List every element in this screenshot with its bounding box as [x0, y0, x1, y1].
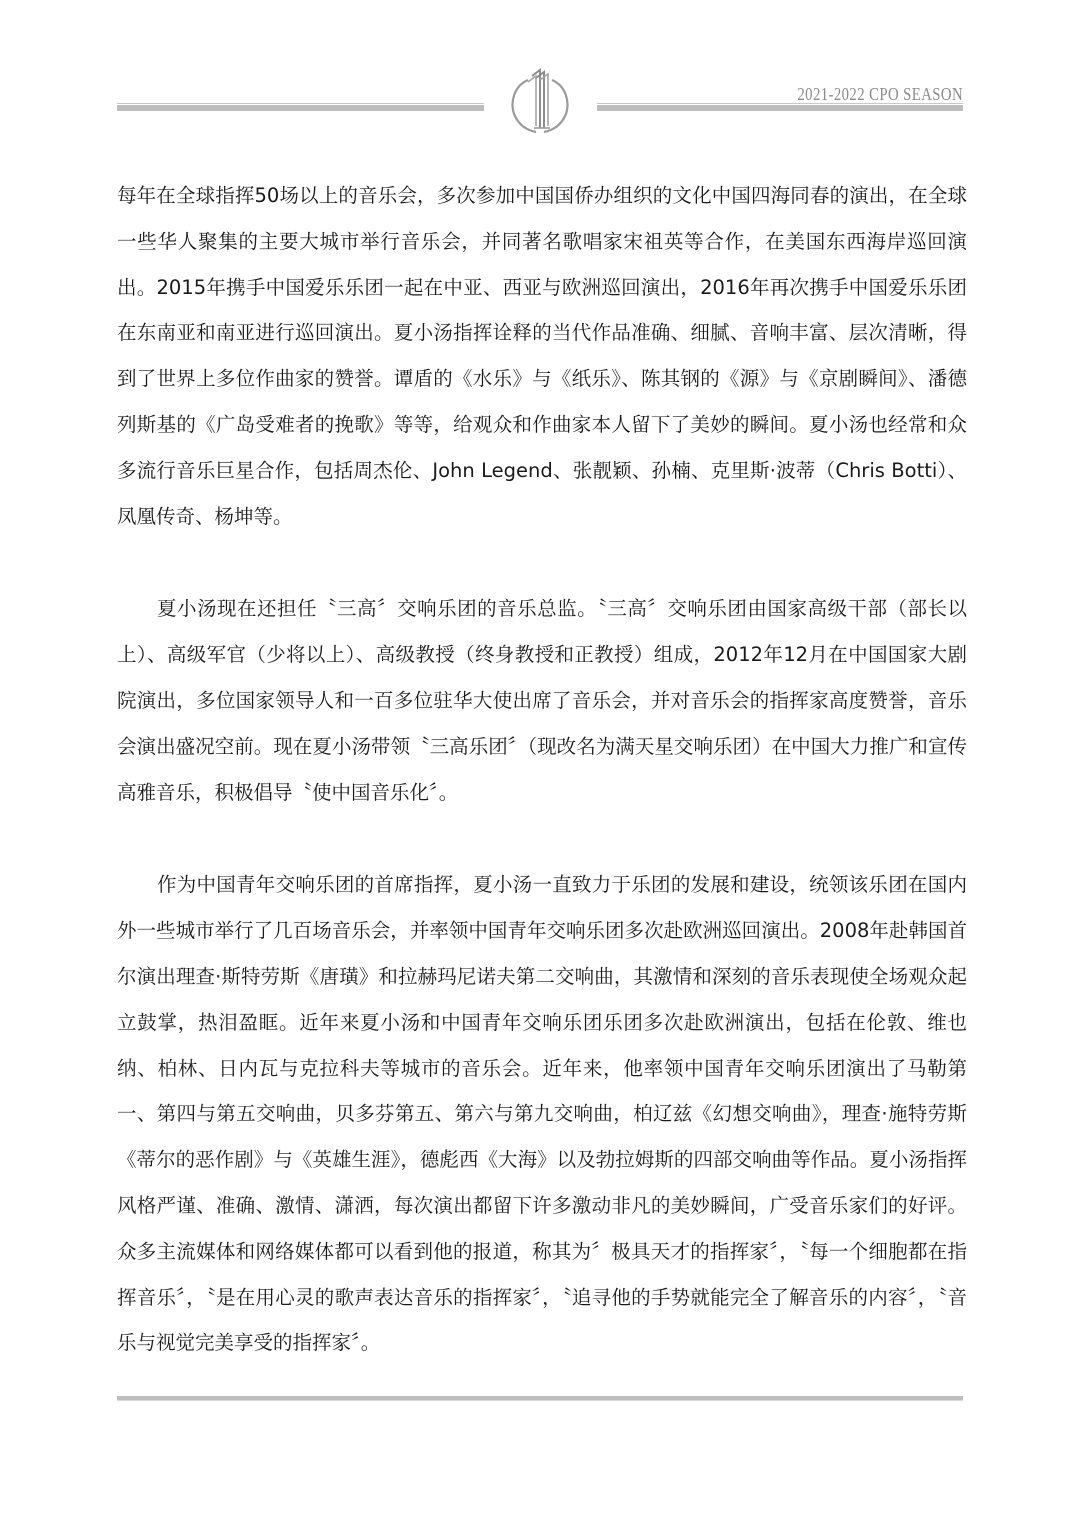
paragraph-3: 作为中国青年交响乐团的首席指挥，夏小汤一直致力于乐团的发展和建设，统领该乐团在国内外一些城市举行了几百场音乐会，并率领中国青年交响乐团多次赴欧洲巡回演出。2008年赴韩国首尔演出理查·斯特劳斯《唐璜》和拉赫玛尼诺夫第二交响曲，其激情和深刻的音乐表现使全场观众起立鼓掌，热泪盈眶。近年来夏小汤和中国青年交响乐团乐团多次赴欧洲演出，包括在伦敦、维也纳、柏林、日内瓦与克拉科夫等城市的音乐会。近年来，他率领中国青年交响乐团演出了马勒第一、第四与第五交响曲，贝多芬第五、第六与第九交响曲，柏辽兹《幻想交响曲》，理查·施特劳斯《蒂尔的恶作剧》与《英雄生涯》，德彪西《大海》以及勃拉姆斯的四部交响曲等作品。夏小汤指挥风格严谨、准确、激情、潇洒，每次演出都留下许多激动非凡的美妙瞬间，广受音乐家们的好评。众多主流媒体和网络媒体都可以看到他的报道，称其为〞极具天才的指挥家〞，〝每一个细胞都在指挥音乐〞，〝是在用心灵的歌声表达音乐的指挥家〞，〝追寻他的手势就能完全了解音乐的内容〞，〝音乐与视觉完美享受的指挥家〞。 — [117, 873, 967, 1355]
footer-rule — [117, 1396, 963, 1401]
article-body — [117, 173, 967, 1366]
header-rule-left — [117, 103, 484, 111]
season-label: 2021-2022 CPO SEASON — [797, 84, 963, 104]
paragraph-2: 夏小汤现在还担任〝三高〞交响乐团的音乐总监。〝三高〞交响乐团由国家高级干部（部长以上）、高级军官（少将以上）、高级教授（终身教授和正教授）组成，2012年12月在中国国家大剧院演出，多位国家领导人和一百多位驻华大使出席了音乐会，并对音乐会的指挥家高度赞誉，音乐会演出盛况空前。现在夏小汤带领〝三高乐团〞（现改名为满天星交响乐团）在中国大力推广和宣传高雅音乐，积极倡导〝使中国音乐化〞。 — [117, 597, 967, 804]
paragraph-1: 每年在全球指挥50场以上的音乐会，多次参加中国国侨办组织的文化中国四海同春的演出，在全球一些华人聚集的主要大城市举行音乐会，并同著名歌唱家宋祖英等合作，在美国东西海岸巡回演出。2015年携手中国爱乐乐团一起在中亚、西亚与欧洲巡回演出，2016年再次携手中国爱乐乐团在东南亚和南亚进行巡回演出。夏小汤指挥诠释的当代作品准确、细腻、音响丰富、层次清晰，得到了世界上多位作曲家的赞誉。谭盾的《水乐》与《纸乐》、陈其钢的《源》与《京剧瞬间》、潘德列斯基的《广岛受难者的挽歌》等等，给观众和作曲家本人留下了美妙的瞬间。夏小汤也经常和众多流行音乐巨星合作，包括周杰伦、John Legend、张靓颖、孙楠、克里斯·波蒂（Chris Botti）、凤凰传奇、杨坤等。 — [117, 184, 967, 528]
orchestra-logo-icon — [506, 62, 574, 134]
